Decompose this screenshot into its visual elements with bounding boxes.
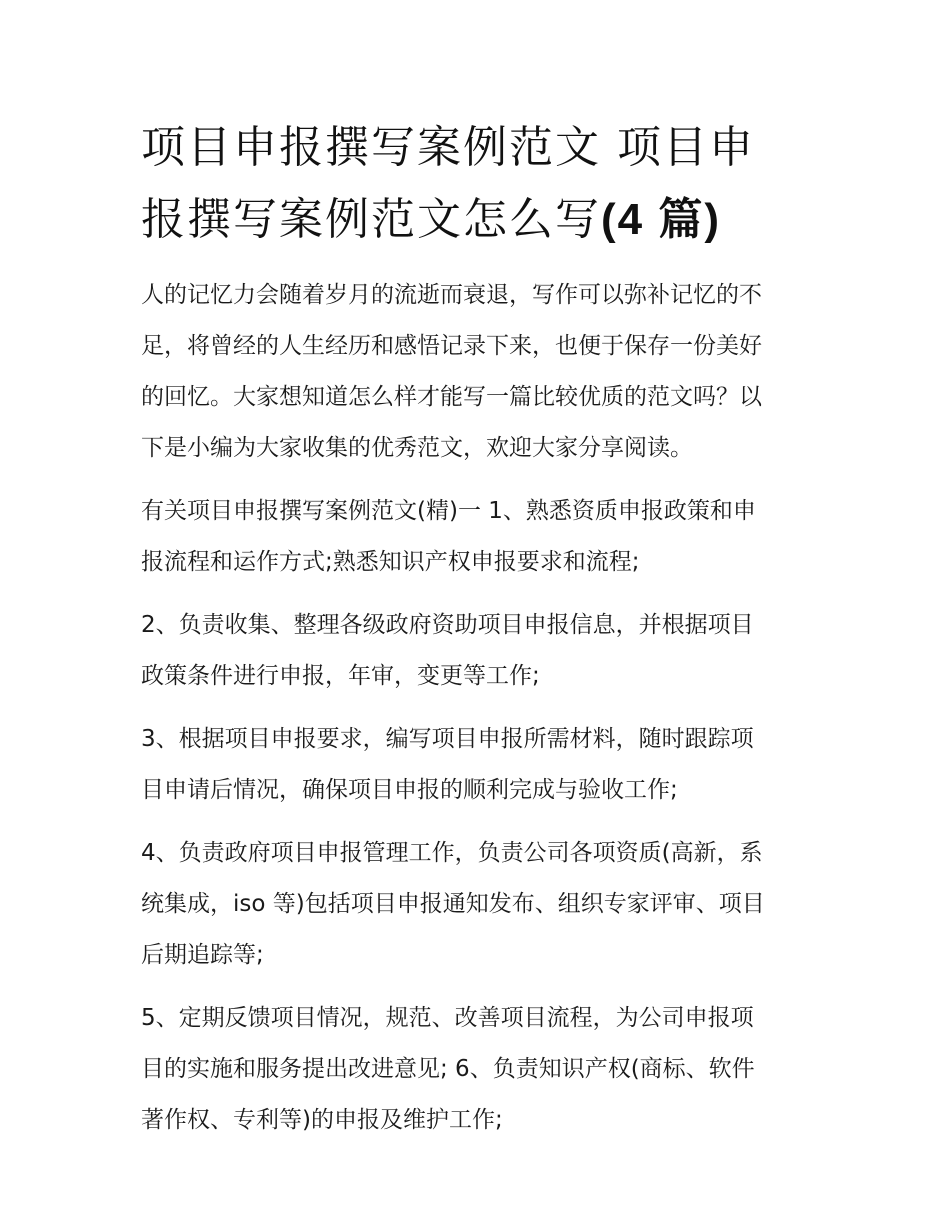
text-line: 统集成，iso 等)包括项目申报通知发布、组织专家评审、项目 [141,891,765,917]
title-article-count: (4 篇) [601,195,721,244]
text-line: 下是小编为大家收集的优秀范文，欢迎大家分享阅读。 [141,435,693,461]
text-line: 著作权、专利等)的申报及维护工作; [141,1107,503,1133]
document-title [141,112,811,256]
text-line: 5、定期反馈项目情况，规范、改善项目流程，为公司申报项 [141,1005,754,1031]
paragraph-intro [141,270,811,474]
paragraph-item-1 [141,486,811,588]
text-line: 3、根据项目申报要求，编写项目申报所需材料，随时跟踪项 [141,726,754,752]
text-line: 政策条件进行申报，年审，变更等工作; [141,663,540,689]
text-line: 2、负责收集、整理各级政府资助项目申报信息，并根据项目 [141,612,754,638]
paragraph-item-2 [141,600,811,702]
paragraph-item-5 [141,993,811,1146]
text-line: 的回忆。大家想知道怎么样才能写一篇比较优质的范文吗？以 [141,384,762,410]
text-line: 足，将曾经的人生经历和感悟记录下来，也便于保存一份美好 [141,333,762,359]
text-line: 目申请后情况，确保项目申报的顺利完成与验收工作; [141,777,678,803]
text-line: 有关项目申报撰写案例范文(精)一 1、熟悉资质申报政策和申 [141,498,756,524]
title-line-2-main: 报撰写案例范文怎么写 [141,194,601,245]
text-line: 后期追踪等; [141,942,264,968]
paragraph-item-4 [141,828,811,981]
title-line-1: 项目申报撰写案例范文 项目申 [141,122,755,173]
title-line-2 [141,184,811,256]
document-page [141,112,811,1158]
text-line: 人的记忆力会随着岁月的流逝而衰退，写作可以弥补记忆的不 [141,282,762,308]
text-line: 报流程和运作方式;熟悉知识产权申报要求和流程; [141,549,640,575]
paragraph-item-3 [141,714,811,816]
text-line: 目的实施和服务提出改进意见; 6、负责知识产权(商标、软件 [141,1056,755,1082]
text-line: 4、负责政府项目申报管理工作，负责公司各项资质(高新，系 [141,840,763,866]
document-body [141,270,811,1146]
